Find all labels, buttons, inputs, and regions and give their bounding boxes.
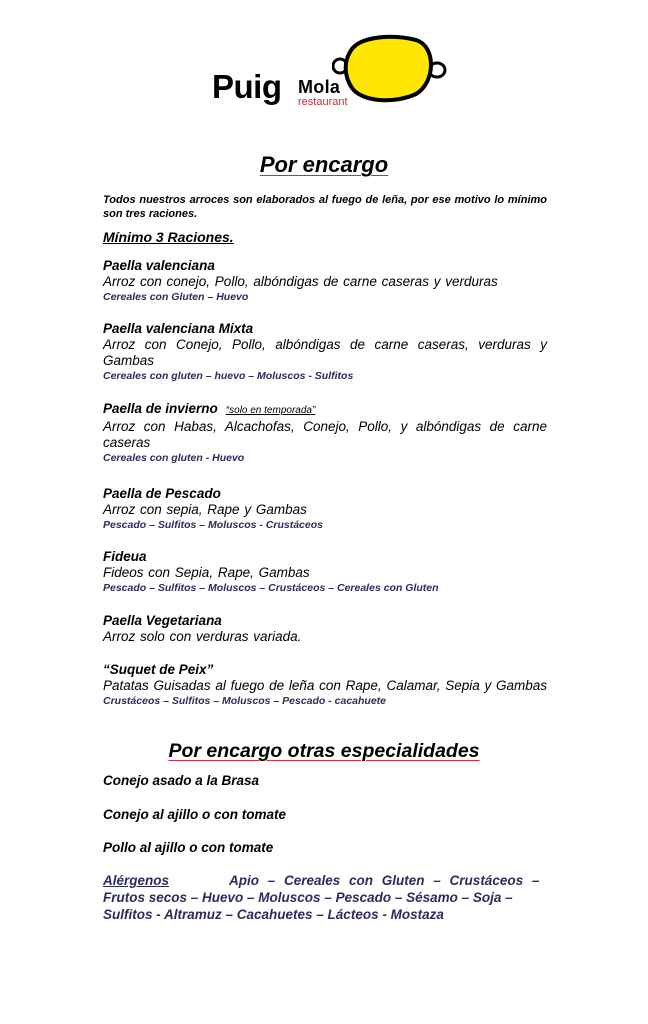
dish-allergens: Pescado – Sulfitos – Moluscos – Crustáceos – Cereales con Gluten — [103, 582, 439, 594]
dish-item — [103, 320, 547, 383]
logo-word-restaurant: restaurant — [298, 96, 348, 108]
intro-text: Todos nuestros arroces son elaborados al fuego de leña, por ese motivo lo mínimo son tres raciones. — [103, 194, 547, 220]
logo-word-mola: Mola — [298, 77, 341, 97]
dish-item — [103, 485, 547, 532]
page-title: Por encargo — [259, 152, 389, 177]
allergens-line-2: Frutos secos – Huevo – Moluscos – Pescado – Sésamo – Soja – — [103, 890, 513, 905]
dish-name: Paella Vegetariana — [103, 613, 222, 628]
allergens-line-1 — [103, 872, 547, 889]
dish-description: Arroz con sepia, Rape y Gambas — [103, 502, 307, 517]
specialty-item: Conejo asado a la Brasa — [103, 773, 260, 788]
dish-description: Fideos con Sepia, Rape, Gambas — [103, 565, 310, 580]
dish-name: Paella de Pescado — [103, 486, 221, 501]
dish-allergens: Cereales con gluten – huevo – Moluscos - Sulfitos — [103, 370, 354, 382]
allergens-label: Alérgenos — [103, 873, 170, 888]
dish-allergens: Cereales con Gluten – Huevo — [103, 291, 249, 303]
minimum-portions: Mínimo 3 Raciones. — [103, 229, 234, 245]
dish-item — [103, 612, 547, 645]
dish-item — [103, 400, 547, 465]
allergens-legend — [103, 872, 547, 923]
dish-allergens: Crustáceos – Sulfitos – Moluscos – Pescado - cacahuete — [103, 695, 387, 707]
dish-description: Arroz con Habas, Alcachofas, Conejo, Pollo, y albóndigas de carne caseras — [103, 419, 547, 450]
dish-description: Patatas Guisadas al fuego de leña con Rape, Calamar, Sepia y Gambas — [103, 678, 548, 693]
dish-item — [103, 257, 547, 304]
restaurant-logo — [212, 32, 452, 112]
logo-word-puig: Puig — [212, 68, 282, 105]
paella-pan-icon — [332, 32, 454, 104]
specialty-item: Conejo al ajillo o con tomate — [103, 807, 287, 822]
dish-name-row — [103, 400, 547, 419]
specialty-item: Pollo al ajillo o con tomate — [103, 840, 274, 855]
dish-description: Arroz con conejo, Pollo, albóndigas de carne caseras y verduras — [103, 274, 498, 289]
specialties-title: Por encargo otras especialidades — [168, 740, 480, 762]
dish-name: Paella valenciana — [103, 258, 215, 273]
dish-allergens: Pescado – Sulfitos – Moluscos - Crustáceos — [103, 519, 323, 531]
dish-name: Paella valenciana Mixta — [103, 321, 254, 336]
dish-item — [103, 661, 547, 708]
allergens-line-3: Sulfitos - Altramuz – Cacahuetes – Lácteos - Mostaza — [103, 907, 444, 922]
dish-note: “solo en temporada” — [225, 405, 316, 416]
dish-description: Arroz solo con verduras variada. — [103, 629, 302, 644]
dish-name: Paella de invierno — [103, 401, 218, 416]
dish-description: Arroz con Conejo, Pollo, albóndigas de carne caseras, verduras y Gambas — [103, 337, 547, 368]
dish-name: “Suquet de Peix” — [103, 662, 214, 677]
allergens-text: Apio – Cereales con Gluten – Crustáceos – — [229, 873, 540, 888]
dish-name: Fideua — [103, 549, 147, 564]
dish-item — [103, 548, 547, 595]
dish-allergens: Cereales con gluten - Huevo — [103, 452, 245, 464]
